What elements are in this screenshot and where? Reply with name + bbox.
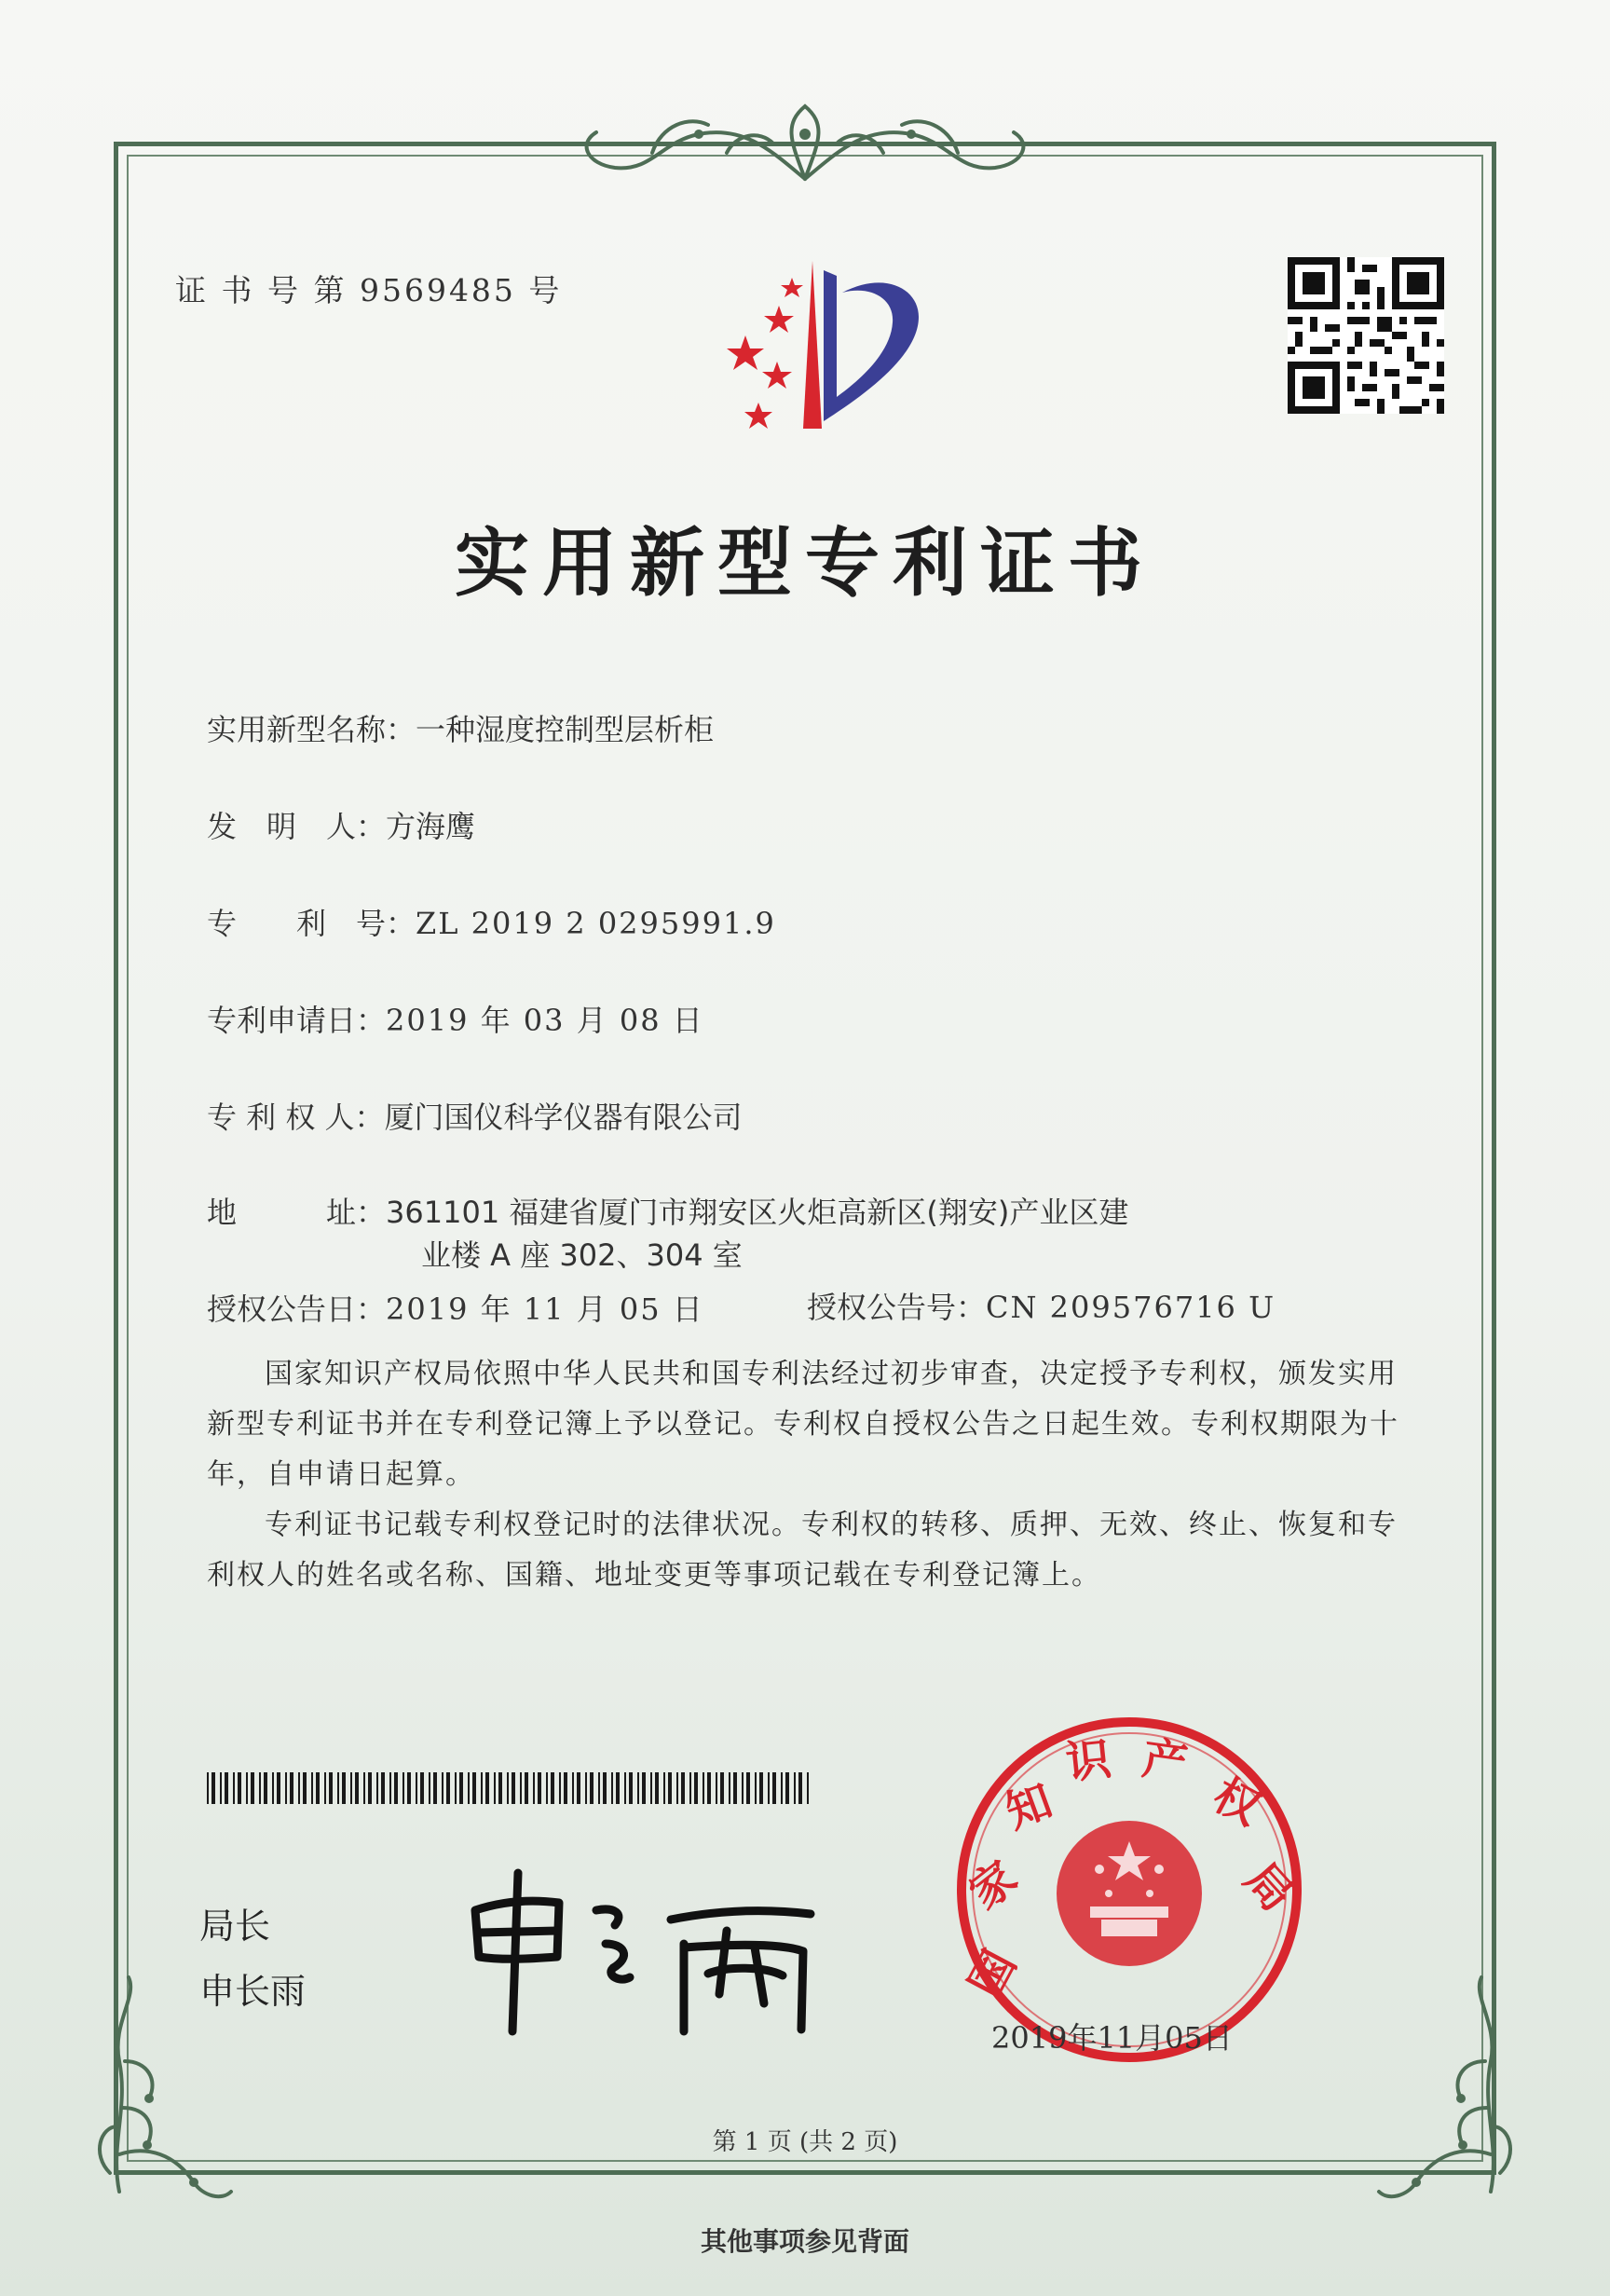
certificate-number: 证 书 号 第 9569485 号 bbox=[175, 272, 563, 308]
application-date-row bbox=[207, 997, 704, 1040]
patentee-value: 厦门国仪科学仪器有限公司 bbox=[384, 1100, 743, 1135]
application-date-label: 专利申请日： bbox=[207, 1003, 387, 1038]
grant-date-label: 授权公告日： bbox=[207, 1292, 387, 1327]
inventor-label: 发 明 人： bbox=[207, 809, 387, 844]
bottom-right-ornament bbox=[1370, 1968, 1519, 2210]
patentee-row bbox=[207, 1094, 743, 1137]
seal-date: 2019年11月05日 bbox=[991, 2020, 1233, 2056]
address-line-2: 业楼 A 座 302、304 室 bbox=[421, 1237, 743, 1273]
inventor-row bbox=[207, 803, 475, 846]
certificate-title: 实用新型专利证书 bbox=[455, 520, 1155, 607]
director-title: 局长 bbox=[199, 1906, 271, 1947]
qr-code[interactable] bbox=[1288, 257, 1444, 414]
patent-number-label: 专 利 号： bbox=[207, 906, 416, 941]
grant-date-row bbox=[207, 1286, 704, 1329]
director-signature bbox=[457, 1854, 848, 2041]
address-row bbox=[207, 1189, 1128, 1232]
page-number: 第 1 页 (共 2 页) bbox=[712, 2128, 898, 2156]
svg-text:识: 识 bbox=[1063, 1732, 1114, 1790]
grant-number-row bbox=[807, 1284, 1276, 1327]
utility-model-name-value: 一种湿度控制型层析柜 bbox=[416, 712, 715, 747]
patent-number-row bbox=[207, 900, 776, 943]
grant-number-label: 授权公告号： bbox=[807, 1290, 987, 1325]
patent-number-value: ZL 2019 2 0295991.9 bbox=[416, 906, 776, 941]
address-line-1: 361101 福建省厦门市翔安区火炬高新区(翔安)产业区建 bbox=[386, 1195, 1129, 1230]
grant-statement-paragraph: 国家知识产权局依照中华人民共和国专利法经过初步审查，决定授予专利权，颁发实用新型专利证书并在专利登记簿上予以登记。专利权自授权公告之日起生效。专利权期限为十年，自申请日起算。 bbox=[207, 1358, 1399, 1491]
svg-text:权: 权 bbox=[1205, 1768, 1269, 1836]
barcode bbox=[207, 1772, 812, 1804]
utility-model-name-label: 实用新型名称： bbox=[207, 712, 416, 747]
svg-text:家: 家 bbox=[959, 1851, 1028, 1920]
patent-office-logo bbox=[688, 252, 939, 447]
svg-text:知: 知 bbox=[999, 1774, 1059, 1839]
back-page-note: 其他事项参见背面 bbox=[700, 2226, 909, 2257]
top-ornament bbox=[559, 97, 1051, 190]
grant-number-value: CN 209576716 U bbox=[986, 1290, 1276, 1325]
application-date-value: 2019 年 03 月 08 日 bbox=[386, 1003, 704, 1038]
svg-text:产: 产 bbox=[1139, 1732, 1191, 1791]
director-name: 申长雨 bbox=[199, 1971, 307, 2012]
legal-status-paragraph: 专利证书记载专利权登记时的法律状况。专利权的转移、质押、无效、终止、恢复和专利权人的姓名或名称、国籍、地址变更等事项记载在专利登记簿上。 bbox=[207, 1509, 1398, 1592]
patentee-label: 专 利 权 人： bbox=[207, 1100, 385, 1135]
svg-text:局: 局 bbox=[1235, 1852, 1303, 1921]
utility-model-name-row bbox=[207, 706, 714, 749]
svg-text:国: 国 bbox=[959, 1942, 1027, 2006]
grant-date-value: 2019 年 11 月 05 日 bbox=[386, 1292, 704, 1327]
inventor-value: 方海鹰 bbox=[386, 809, 476, 844]
address-label: 地 址： bbox=[207, 1195, 387, 1230]
